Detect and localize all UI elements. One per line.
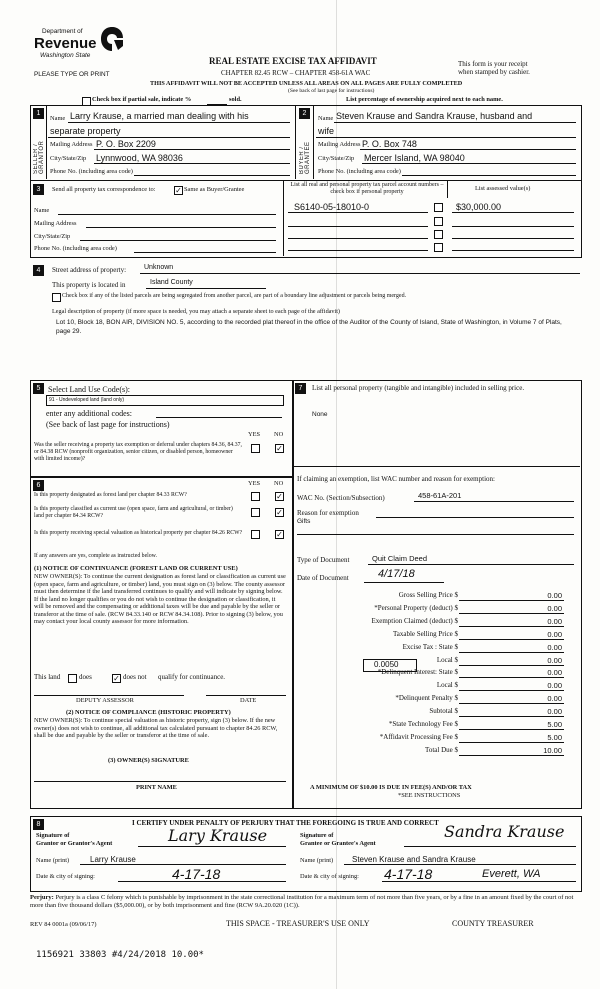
seller-mailing-value[interactable]: P. O. Box 2209 <box>96 139 156 149</box>
assessed-value[interactable]: $30,000.00 <box>456 202 502 212</box>
amount-label: *Affidavit Processing Fee $ <box>379 733 458 741</box>
revenue-emblem-icon <box>100 26 124 52</box>
forest-no-checkbox[interactable]: ✓ <box>276 492 283 501</box>
partial-sale-label: Check box if partial sale, indicate % <box>92 96 192 103</box>
receipt-note: This form is your receipt when stamped by cashier. <box>458 60 530 77</box>
exemption-yes-checkbox[interactable] <box>251 444 260 453</box>
corr-name-label: Name <box>34 207 50 214</box>
form-chapter: CHAPTER 82.45 RCW – CHAPTER 458-61A WAC <box>221 69 371 77</box>
rev-number: REV 84 0001a (09/06/17) <box>30 921 97 928</box>
amount-label: Taxable Selling Price $ <box>392 630 458 638</box>
amount-value[interactable]: 5.00 <box>547 733 562 742</box>
grantee-city-value[interactable]: Everett, WA <box>482 868 541 880</box>
does-not-label: does not <box>123 673 147 681</box>
buyer-mailing-value[interactable]: P. O. Box 748 <box>362 139 417 149</box>
seller-name-value[interactable]: Larry Krause, a married man dealing with his <box>70 111 249 121</box>
grantor-name-label: Name (print) <box>36 857 70 864</box>
historic-question: Is this property receiving special valuation as historical property per chapter 84.26 RCW? <box>34 530 243 536</box>
exemption-label: If claiming an exemption, list WAC number and reason for exemption: <box>297 475 495 483</box>
amount-label: Local $ <box>436 681 458 689</box>
if-yes-note: If any answers are yes, complete as instructed below. <box>34 553 157 559</box>
located-value[interactable]: Island County <box>150 279 193 286</box>
wac-value[interactable]: 458-61A-201 <box>418 491 462 500</box>
deputy-assessor-label: DEPUTY ASSESSOR <box>76 697 134 704</box>
amount-label: Local $ <box>436 656 458 664</box>
grantor-signature[interactable]: Lary Krause <box>168 826 268 845</box>
corr-phone-label: Phone No. (including area code) <box>34 245 117 252</box>
this-land-label: This land <box>34 673 61 681</box>
wac-label: WAC No. (Section/Subsection) <box>297 494 385 502</box>
amount-value[interactable]: 0.00 <box>547 591 562 600</box>
amount-value[interactable]: 0.00 <box>547 604 562 613</box>
doc-type-value[interactable]: Quit Claim Deed <box>372 554 428 563</box>
amount-label: *Delinquent Interest: State $ <box>377 668 458 676</box>
badge-2: 2 <box>299 108 310 119</box>
grantor-date-label: Date & city of signing: <box>36 873 95 880</box>
buyer-name-value[interactable]: Steven Krause and Sandra Krause, husband and <box>336 111 533 121</box>
buyer-side-label: BUYER / GRANTEE <box>299 141 311 174</box>
notice2-body: NEW OWNER(S): To continue special valuation as historic property, sign (3) below. If the new owner(s) does not wish to continue, all additional tax calculated pursuant to chapter 84.26 RCW, shall be due and payable by the seller or transferor at the time of sale. <box>34 717 278 740</box>
send-correspondence-label: Send all property tax correspondence to: <box>52 186 156 193</box>
current-use-question: Is this property classified as current use (open space, farm and agricultural, or timber) land per chapter 84.34 RCW? <box>34 506 233 519</box>
reason-label: Reason for exemption <box>297 509 359 517</box>
fold-line <box>336 0 337 989</box>
parcel-header: List all real and personal property tax parcel account numbers – check box if personal property <box>290 182 444 196</box>
yes-header-6: YES <box>248 480 261 487</box>
amount-label: *Delinquent Penalty $ <box>395 694 458 702</box>
ownership-note: List percentage of ownership acquired next to each name. <box>346 96 503 103</box>
personal-property-checkbox-3[interactable] <box>434 230 443 239</box>
seller-phone-label: Phone No. (including area code) <box>50 168 133 175</box>
seller-side-label: SELLER / GRANTOR <box>33 140 45 174</box>
amount-label: Subtotal $ <box>429 707 458 715</box>
grantee-signature[interactable]: Sandra Krause <box>444 822 565 841</box>
personal-property-checkbox-4[interactable] <box>434 243 443 252</box>
amount-label: *State Technology Fee $ <box>388 720 458 728</box>
badge-4: 4 <box>33 265 44 276</box>
no-header-6: NO <box>274 480 284 487</box>
corr-mailing-label: Mailing Address <box>34 220 77 227</box>
grantee-name-value[interactable]: Steven Krause and Sandra Krause <box>352 855 476 864</box>
owner-signature-label: (3) OWNER(S) SIGNATURE <box>108 757 189 764</box>
badge-8: 8 <box>33 819 44 830</box>
please-type: PLEASE TYPE OR PRINT <box>34 71 110 78</box>
amount-value[interactable]: 5.00 <box>547 720 562 729</box>
amount-label: Excise Tax : State $ <box>402 643 458 651</box>
land-use-label: Select Land Use Code(s): <box>48 385 130 394</box>
notice1-title: (1) NOTICE OF CONTINUANCE (FOREST LAND OR CURRENT USE) <box>34 565 238 572</box>
buyer-city-label: City/State/Zip <box>318 155 355 162</box>
amount-value[interactable]: 0.00 <box>547 694 562 703</box>
personal-property-checkbox-1[interactable] <box>434 203 443 212</box>
seller-name-label: Name <box>50 115 66 122</box>
certify-statement: I CERTIFY UNDER PENALTY OF PERJURY THAT THE FOREGOING IS TRUE AND CORRECT <box>132 819 439 827</box>
segregated-label: Check box if any of the listed parcels are being segregated from another parcel, are part of a boundary line adjustment or parcels being merged. <box>62 293 407 299</box>
print-name-label: PRINT NAME <box>136 784 177 791</box>
street-label: Street address of property: <box>52 266 127 274</box>
treasurer-space: THIS SPACE - TREASURER'S USE ONLY <box>226 919 370 928</box>
same-as-buyer-label: Same as Buyer/Grantee <box>184 186 245 193</box>
additional-codes-label: enter any additional codes: <box>46 409 132 418</box>
same-as-buyer-checkbox[interactable]: ✓ <box>175 186 182 195</box>
amount-label: Total Due $ <box>425 746 458 754</box>
land-use-value: 91 - Undeveloped land (land only) <box>49 397 125 403</box>
yes-header-5: YES <box>248 431 261 438</box>
forest-question: Is this property designated as forest land per chapter 84.33 RCW? <box>34 492 187 498</box>
does-label: does <box>79 673 92 681</box>
doc-date-label: Date of Document <box>297 574 349 582</box>
badge-1: 1 <box>33 108 44 119</box>
land-use-select[interactable] <box>46 395 284 406</box>
see-instructions-note: *SEE INSTRUCTIONS <box>398 792 461 799</box>
dept-name: Revenue <box>34 35 97 52</box>
dept-line: Department of <box>42 28 83 35</box>
minimum-due-note: A MINIMUM OF $10.00 IS DUE IN FEE(S) AND/OR TAX <box>310 784 472 791</box>
grantee-name-label: Name (print) <box>300 857 334 864</box>
see-back-note: (See back of last page for instructions) <box>288 88 375 94</box>
buyer-name-value2[interactable]: wife <box>318 126 335 136</box>
seller-mailing-label: Mailing Address <box>50 141 93 148</box>
notice1-body: NEW OWNER(S): To continue the current designation as forest land or classification as current use (open space, farm and agriculture, or timber) land, you must sign on (3) below. The county assessor must then determine if the land transferred continues to qualify and will indicate by signing below. If the land no longer qualifies or you do not wish to continue the designation or classification, it will be removed and the compensating or additional taxes will be due and payable by the seller or transferor at the time of sale. (RCW 84.33.140 or RCW 84.34.108). Prior to signing (3) below, you may contact your local county assessor for more information. <box>34 573 286 626</box>
does-not-checkbox[interactable]: ✓ <box>113 674 120 683</box>
personal-property-value[interactable]: None <box>312 411 328 418</box>
amount-label: Gross Selling Price $ <box>398 591 458 599</box>
corr-city-label: City/State/Zip <box>34 233 71 240</box>
amount-value[interactable]: 0.00 <box>547 668 562 677</box>
grantor-name-value[interactable]: Larry Krause <box>90 855 136 864</box>
street-value[interactable]: Unknown <box>144 264 174 271</box>
grantor-sig-label: Signature of Grantor or Grantor's Agent <box>36 832 113 847</box>
personal-property-label: List all personal property (tangible and intangible) included in selling price. <box>312 384 525 392</box>
reason-value[interactable]: Gifts <box>297 518 311 525</box>
legal-description[interactable]: Lot 10, Block 18, BON AIR, DIVISION NO. 5, according to the recorded plat thereof in the office of the Auditor of the County of Island, State of Washington, in Volume 7 of Plats, page 29. <box>56 319 562 335</box>
badge-3: 3 <box>33 184 44 195</box>
dept-state: Washington State <box>40 52 91 59</box>
amount-value[interactable]: 0.00 <box>547 656 562 665</box>
exemption-question: Was the seller receiving a property tax exemption or deferral under chapters 84.36, 84.37, or 84.38 RCW (nonprofit organization, senior citizen, or disabled person, homeowner with limited income)? <box>34 442 242 462</box>
section5-see-back: (See back of last page for instructions) <box>46 420 170 429</box>
does-checkbox[interactable] <box>68 674 77 683</box>
local-rate-box[interactable] <box>363 659 417 672</box>
no-header-5: NO <box>274 431 284 438</box>
county-treasurer: COUNTY TREASURER <box>452 919 534 928</box>
perjury-label: Perjury: <box>30 894 54 901</box>
forest-yes-checkbox[interactable] <box>251 492 260 501</box>
treasurer-stamp: 1156921 33803 #4/24/2018 10.00* <box>36 950 204 960</box>
historic-yes-checkbox[interactable] <box>251 530 260 539</box>
assessed-header: List assessed value(s) <box>475 185 531 192</box>
seller-city-value[interactable]: Lynnwood, WA 98036 <box>96 153 183 163</box>
revenue-logo <box>34 24 120 66</box>
badge-6: 6 <box>33 480 44 491</box>
badge-5: 5 <box>33 383 44 394</box>
parcel-number[interactable]: S6140-05-18010-0 <box>294 202 370 212</box>
amount-value[interactable]: 0.00 <box>547 617 562 626</box>
segregated-checkbox[interactable] <box>52 293 61 302</box>
doc-type-label: Type of Document <box>297 556 350 564</box>
badge-7: 7 <box>295 383 306 394</box>
date-label: DATE <box>240 697 257 704</box>
located-label: This property is located in <box>52 281 126 289</box>
amount-value[interactable]: 0.00 <box>547 643 562 652</box>
amount-value[interactable]: 10.00 <box>543 746 562 755</box>
perjury-notice <box>30 894 580 910</box>
seller-name-value2[interactable]: separate property <box>50 126 121 136</box>
personal-property-checkbox-2[interactable] <box>434 217 443 226</box>
local-rate-value: 0.0050 <box>374 660 399 669</box>
amount-label: *Personal Property (deduct) $ <box>374 604 458 612</box>
seller-city-label: City/State/Zip <box>50 155 87 162</box>
qualify-label: qualify for continuance. <box>158 673 226 681</box>
amount-value[interactable]: 0.00 <box>547 630 562 639</box>
buyer-city-value[interactable]: Mercer Island, WA 98040 <box>364 153 465 163</box>
sold-label: sold. <box>229 96 242 103</box>
grantee-date-label: Date & city of signing: <box>300 873 359 880</box>
buyer-mailing-label: Mailing Address <box>318 141 361 148</box>
current-use-no-checkbox[interactable]: ✓ <box>276 508 283 517</box>
perjury-text: Perjury is a class C felony which is punishable by imprisonment in the state correctional institution for a maximum term of not more than five years, or by a fine in an amount fixed by the court of not more than five thousand dollars ($5,000.00), or by both imprisonment and fine (RCW 9A.20.020 (1C)). <box>30 894 574 910</box>
historic-no-checkbox[interactable]: ✓ <box>276 530 283 539</box>
grantee-sig-label: Signature of Grantee or Grantee's Agent <box>300 832 376 847</box>
amount-value[interactable]: 0.00 <box>547 707 562 716</box>
notice2-title: (2) NOTICE OF COMPLIANCE (HISTORIC PROPERTY) <box>66 709 231 716</box>
current-use-yes-checkbox[interactable] <box>251 508 260 517</box>
grantee-date-value[interactable]: 4-17-18 <box>384 866 433 882</box>
form-title: REAL ESTATE EXCISE TAX AFFIDAVIT <box>209 56 377 66</box>
amount-value[interactable]: 0.00 <box>547 681 562 690</box>
buyer-phone-label: Phone No. (including area code) <box>318 168 401 175</box>
doc-date-value[interactable]: 4/17/18 <box>378 568 415 580</box>
amount-label: Exemption Claimed (deduct) $ <box>371 617 458 625</box>
legal-label: Legal description of property (if more space is needed, you may attach a separate sheet to each page of the affidavit) <box>52 308 340 315</box>
grantor-date-value[interactable]: 4-17-18 <box>172 866 221 882</box>
buyer-name-label: Name <box>318 115 334 122</box>
exemption-no-checkbox[interactable]: ✓ <box>276 444 283 453</box>
not-accepted-warning: THIS AFFIDAVIT WILL NOT BE ACCEPTED UNLESS ALL AREAS ON ALL PAGES ARE FULLY COMPLETED <box>150 80 463 87</box>
